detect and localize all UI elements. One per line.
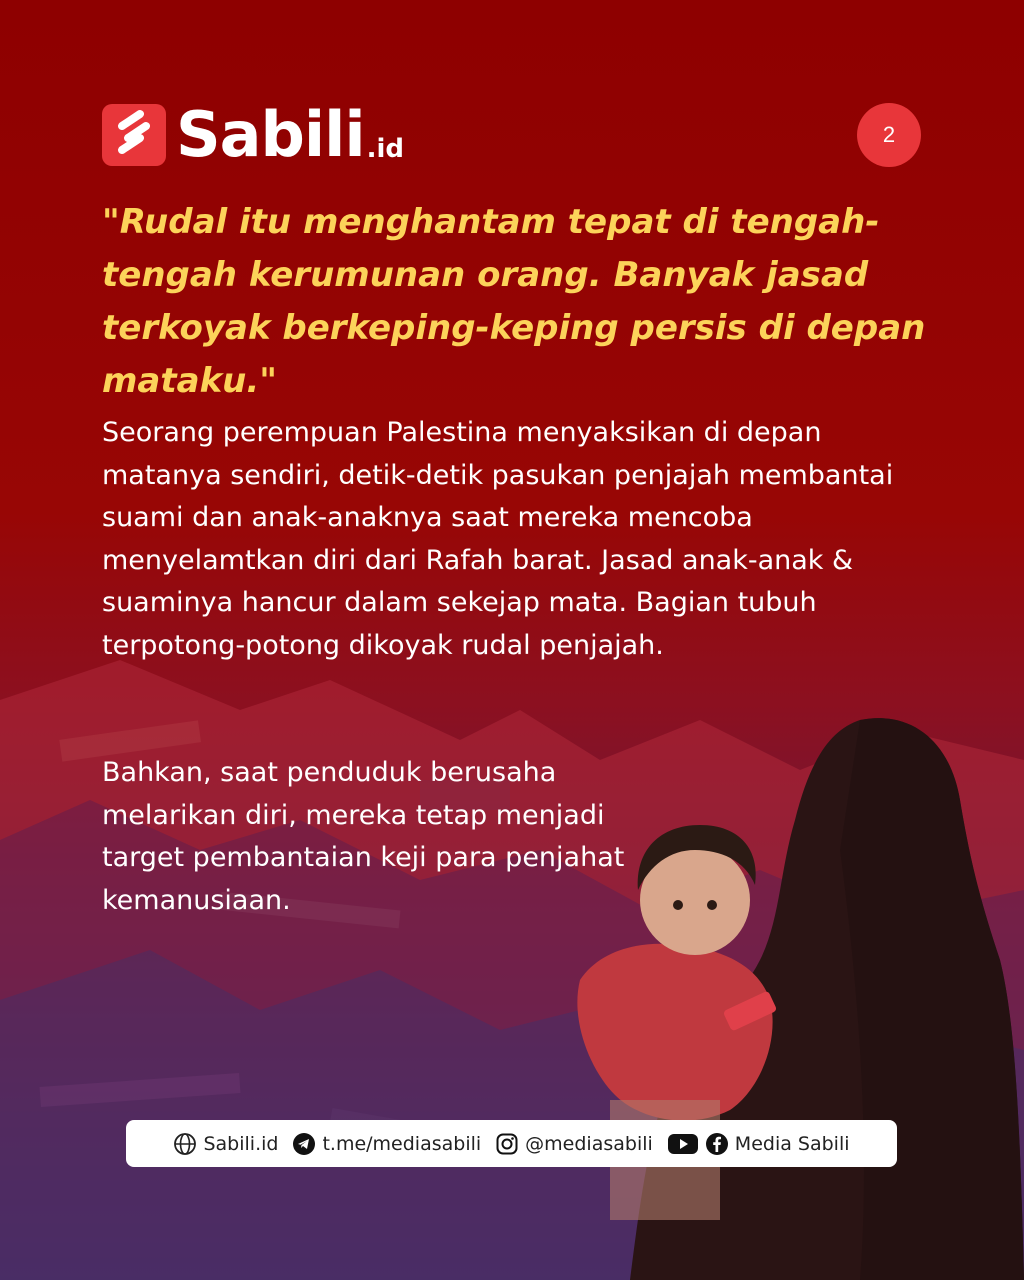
body-paragraph-1: Seorang perempuan Palestina menyaksikan di depan matanya sendiri, detik-detik pasukan penjajah membantai suami dan anak-anaknya saat mereka mencoba menyelamtkan diri dari Rafah barat. Jasad anak-anak & suaminya hancur dalam sekejap mata. Bagian tubuh terpotong-potong dikoyak rudal penjajah. (102, 417, 894, 661)
footer-media-label: Media Sabili (734, 1132, 850, 1155)
quote-headline: "Rudal itu menghantam tepat di tengah-tengah kerumunan orang. Banyak jasad terkoyak berkeping-keping persis di depan mataku." (102, 202, 926, 401)
footer-telegram[interactable] (292, 1132, 481, 1156)
page-number-badge: 2 (857, 103, 921, 167)
body-paragraph-2: Bahkan, saat penduduk berusaha melarikan diri, mereka tetap menjadi target pembantaian keji para penjahat kemanusiaan. (102, 757, 625, 916)
telegram-icon (292, 1132, 316, 1156)
brand-logo (102, 98, 405, 171)
footer-instagram[interactable] (495, 1132, 653, 1156)
footer-telegram-label: t.me/mediasabili (322, 1132, 482, 1155)
sabili-logo-icon (102, 104, 166, 166)
footer-instagram-label: @mediasabili (525, 1132, 653, 1155)
instagram-icon (495, 1132, 519, 1156)
social-footer-bar (126, 1120, 897, 1167)
brand-name: Sabili (176, 98, 365, 171)
youtube-icon (667, 1132, 699, 1156)
brand-tld: .id (366, 134, 405, 164)
facebook-icon (705, 1132, 729, 1156)
globe-icon (173, 1132, 197, 1156)
footer-website-label: Sabili.id (203, 1132, 279, 1155)
footer-youtube-facebook[interactable] (667, 1132, 850, 1156)
footer-website[interactable] (173, 1132, 278, 1156)
